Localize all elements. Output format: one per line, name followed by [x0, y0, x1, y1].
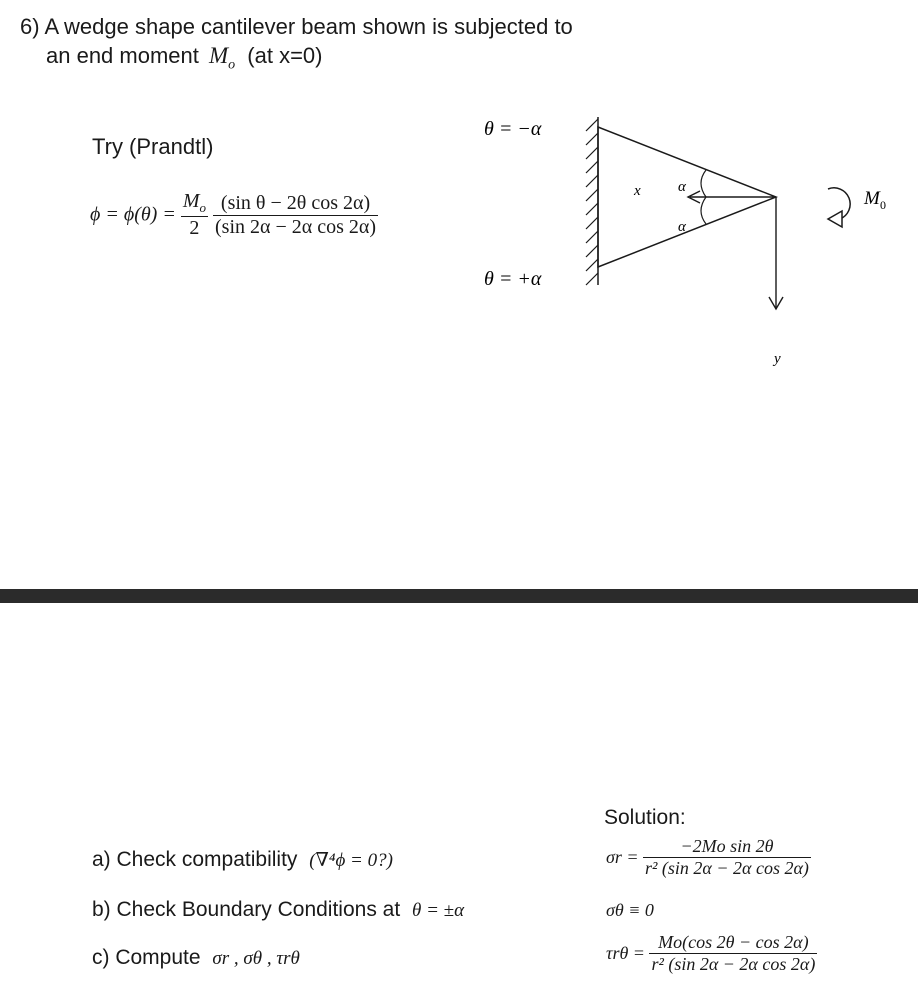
task-a: [92, 848, 393, 872]
sigma-r-lhs: σr =: [606, 847, 639, 867]
tau-equation: [606, 932, 817, 975]
sigma-theta-equation: σθ ≡ 0: [606, 900, 654, 920]
theta-bottom-label: θ = +α: [484, 268, 542, 290]
task-b-math: θ = ±α: [412, 900, 465, 921]
problem-line-2: [46, 43, 323, 74]
task-a-math: (∇⁴ϕ = 0?): [309, 850, 393, 871]
wall-hatching: [586, 119, 598, 285]
moment-subscript: 0: [880, 198, 886, 212]
alpha-arc-lower: [701, 197, 706, 224]
problem-line-2-pre: an end moment: [46, 43, 199, 68]
section-divider: [0, 589, 918, 603]
problem-line-2-post: (at x=0): [247, 43, 323, 68]
fraction-mo-over-2: $\frac{M_o}{2}$: [182, 190, 207, 239]
problem-statement: [20, 14, 573, 40]
alpha-lower-label: α: [678, 219, 686, 235]
x-axis-label: x: [634, 183, 641, 199]
sigma-r-fraction: $\frac{\text{−2Mo sin 2θ}}{\text{r² (sin 2α − 2α cos 2α)}}$: [645, 836, 809, 878]
task-b: [92, 898, 464, 922]
tau-fraction: $\frac{Mo(\cos 2\theta - \cos 2\alpha)}{\text{r² (sin 2α − 2α cos 2α)}}$: [651, 932, 816, 974]
moment-arrowhead: [828, 211, 842, 227]
y-axis-label: y: [774, 351, 781, 367]
fraction-sin-ratio: $\frac{\text{(sin θ − 2θ cos 2α)}}{\text{(sin 2α − 2α cos 2α)}}$: [215, 191, 377, 238]
problem-number: 6): [20, 14, 40, 39]
problem-line-1: A wedge shape cantilever beam shown is subjected to: [44, 14, 573, 39]
sigma-r-equation: [606, 836, 811, 879]
wedge-diagram: [470, 105, 910, 375]
task-c-text: c) Compute: [92, 946, 201, 969]
task-c: [92, 946, 300, 970]
prandtl-stress-function: [90, 190, 378, 240]
phi-lhs: ϕ = ϕ(θ) =: [90, 203, 176, 226]
task-a-text: a) Check compatibility: [92, 848, 298, 871]
task-b-text: b) Check Boundary Conditions at: [92, 898, 401, 921]
theta-top-label: θ = −α: [484, 118, 542, 140]
moment-label: M: [864, 188, 880, 209]
alpha-upper-label: α: [678, 179, 686, 195]
solution-heading: Solution:: [604, 806, 686, 829]
try-label: Try (Prandtl): [92, 134, 214, 159]
tau-lhs: τrθ =: [606, 943, 645, 963]
task-c-math: σr , σθ , τrθ: [212, 948, 300, 969]
alpha-arc-upper: [701, 170, 706, 197]
moment-symbol: $M_o$: [209, 43, 236, 73]
